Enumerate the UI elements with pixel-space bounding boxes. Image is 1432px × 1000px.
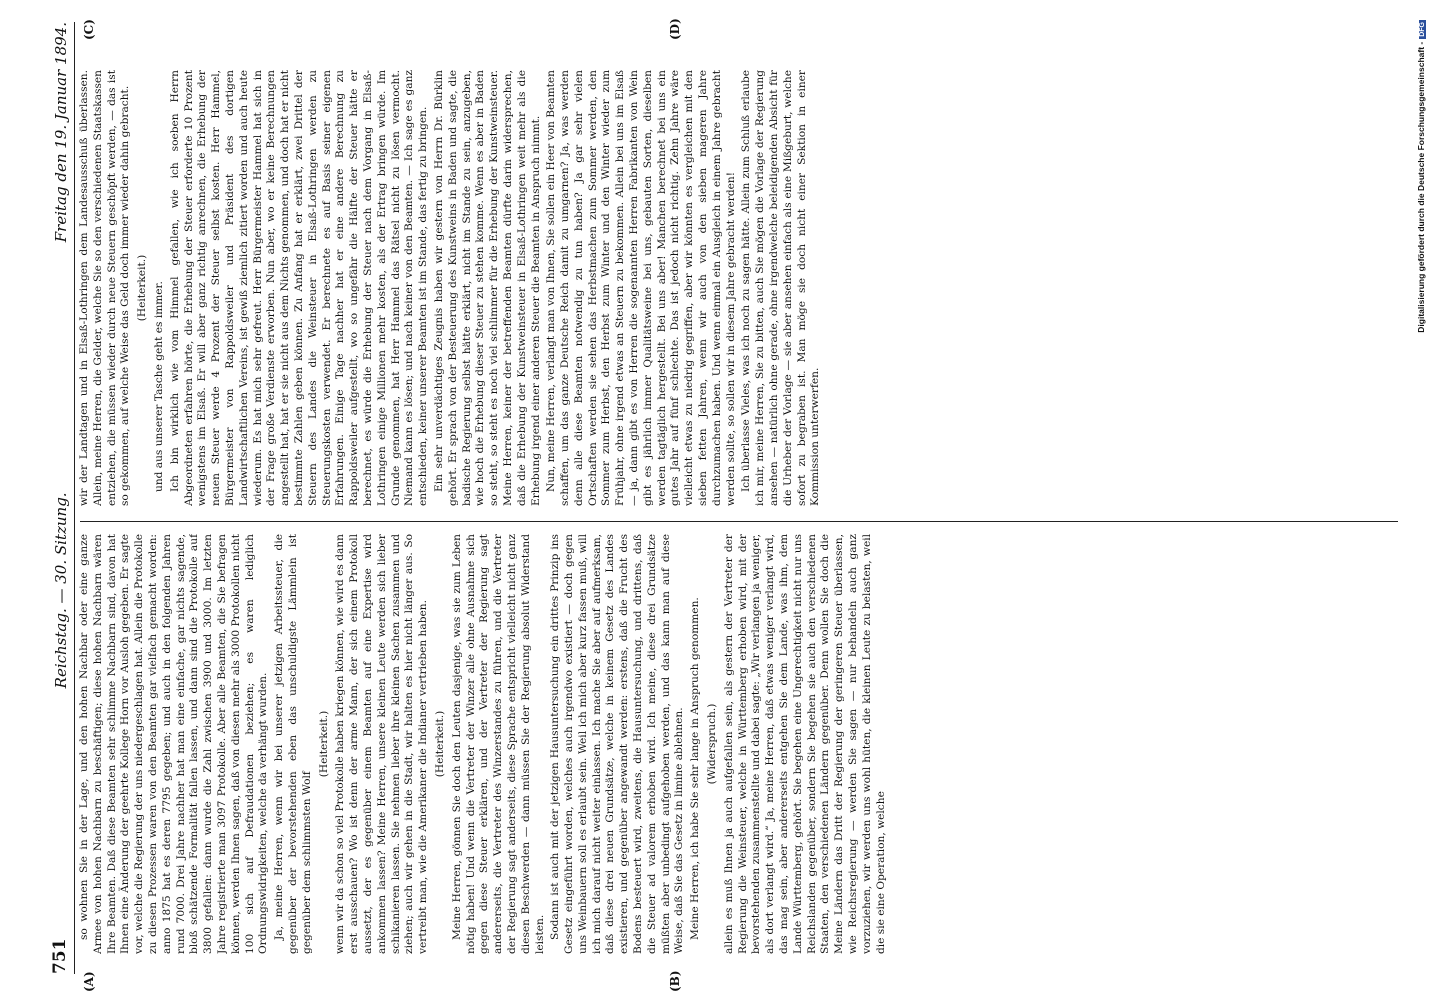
date-title: Freitag den 19. Januar 1894.: [52, 22, 70, 243]
paragraph: und aus unserer Tasche geht es immer.: [152, 281, 165, 492]
paragraph: Meine Herren, ich habe Sie sehr lange in Anspruch genommen.: [689, 597, 702, 940]
page-header: [34, 22, 75, 974]
interjection: (Heiterkeit.): [317, 710, 330, 778]
session-title: Reichstag. — 30. Sitzung.: [52, 492, 70, 689]
interjection: (Widerspruch.): [706, 703, 719, 785]
paragraph: Ich überlasse Vieles, was ich noch zu sagen hätte. Allein zum Schluß erlaube ich mir, meine Herren, Sie zu bitten, auch Sie mögen die Vorlage der Regierung ansehen — natürlich ohne gerade, ohne irgendwelche beleidigenden Absicht für die Urheber der Vorlage — sie aber ansehen einfach als eine Mißgeburt, welche sofort zu begraben ist. Man möge sie doch nicht einer Sektion in einer Kommission unterwerfen.: [740, 70, 822, 506]
left-column: [78, 534, 1402, 954]
interjection: (Heiterkeit.): [136, 254, 149, 322]
dfg-logo: DFG: [1419, 22, 1426, 37]
interjection: (Heiterkeit.): [433, 710, 446, 778]
paragraph: Ja, meine Herren, wenn wir bei unserer jetzigen Arbeitssteuer, die gegenüber der bevorstehenden eben das unschuldigste Lämmlein ist gegenüber dem schlimmsten Wolf: [273, 534, 313, 954]
margin-label-c: (C): [82, 19, 96, 40]
paragraph: Sodann ist auch mit der jetzigen Hausuntersuchung ein drittes Prinzip ins Gesetz eingeführt worden, welches auch irgendwo existiert — doch gegen uns Weinbauern soll es erlaubt sein. Weil ich mich aber kurz fassen muß, will ich mich darauf nicht weiter einlassen. Ich mache Sie aber auf aufmerksam, daß diese drei neuen Grundsätze, welche in keinem Gesetz des Landes existieren, und gegenüber angewandt werden: erstens, daß die Frucht des Bodens besteuert wird, zweitens, die Hausuntersuchung, und drittens, daß die Steuer ad valorem erhoben wird. Ich meine, diese drei Grundsätze müßten aber unbedingt aufgehoben werden, und das kann man auf diese Weise, daß Sie das Gesetz in limine ablehnen.: [549, 534, 686, 954]
paragraph: allein es muß Ihnen ja auch aufgefallen sein, als gestern der Vertreter der Regierung die Weinsteuer, welche in Württemberg erhoben wird, mit der bevorstehenden zusammenstellte und dabei sagte: „Wir verlangen ja weniger, als dort verlangt wird.“ Ja, meine Herren, daß etwas weniger verlangt wird, das mag sein, aber andererseits entgehen Sie dem Lande, was ihm, dem Lande Württemberg, gehört. Sie begehen eine Ungerechtigkeit nicht nur uns Reichslanden gegenüber, sondern Sie begehen sie auch den verschiedenen Staaten, den verschiedenen Ländern gegenüber. Denn wollen Sie doch die Meine Ländern das Dritt der Regierung der geringeren Steuer überlassen, wie Reichsregierung — werden Sie sagen — nur behandeln auch ganz vorzuziehen, wir werden uns wohl hüten, die kleinen Leute zu belasten, weil die sie eine Operation, welche: [722, 534, 887, 954]
credit-text: Digitalisierung gefördert durch die Deutsche Forschungsgemeinschaft -: [1416, 41, 1426, 333]
margin-label-a: (A): [82, 971, 96, 992]
paragraph: Meine Herren, gönnen Sie doch den Leuten dasjenige, was sie zum Leben nötig haben! Und wenn die Vertreter der Winzer alle ohne Ausnahme sich gegen diese Steuer erklären, und der Vertreter der Regierung sagt andererseits, die Vertreter des Winzerstandes zu führen, und die Vertreter der Regierung sagt anderseits, diese Sprache entspricht vielleicht nicht ganz diesen Beschwerden — dann müssen Sie der Regierung absolut Widerstand leisten.: [450, 534, 546, 954]
paragraph: wenn wir da schon so viel Protokolle haben kriegen können, wie wird es dann erst ausschauen? Wo ist denn der arme Mann, der sich einem Protokoll aussetzt, der es gegenüber einem Beamten auf eine Expertise wird ankommen lassen? Meine Herren, unsere kleinen Leute werden sich lieber schikanieren lassen. Sie nehmen lieber ihre kleinen Sachen zusammen und ziehen; auch wir gehen in die Stadt, wir halten es hier nicht länger aus. So vertreibt man, wie die Amerikaner die Indianer vertrieben haben.: [334, 534, 430, 954]
margin-label-b: (B): [668, 970, 682, 992]
paragraph: Ein sehr unverdächtiges Zeugnis haben wir gestern von Herrn Dr. Bürklin gehört. Er sprach von der Besteuerung des Kunstweins in Baden und sagte, die badische Regierung selbst hätte erklärt, nicht im Stande zu sein, anzugeben, wie hoch die Erhebung dieser Steuer zu stehen komme. Wenn es aber in Baden so steht, so steht es noch viel schlimmer für die Erhebung der Kunstweinsteuer. Meine Herren, keiner der betreffenden Beamten dürfte darin widersprechen, daß die Erhebung der Kunstweinsteuer in Elsaß-Lothringen weit mehr als die Erhebung irgend einer anderen Steuer die Beamten in Anspruch nimmt.: [432, 70, 542, 506]
column-divider: [80, 521, 1398, 522]
margin-label-d: (D): [668, 18, 682, 40]
paragraph: so wohnen Sie in der Lage, und den hohen Nachbar oder eine ganze Armee von hohen Nachbarn zu beschäftigen; diese hohen Nachbarn wären Ihre Beamten. Daß diese Beamten sehr schlimme Nachbarn sind, davon hat Ihnen eine Änderung der geehrte Kollege Horn vor Ausloh gegeben. Er sagte vor, welche die Regierung der uns niedergeschlagen hat. Allein die Protokolle zu diesen Prozessen waren von den Beamten gar vielfach gemacht worden: anno 1875 hat es deren 7795 gegeben; und auch in den folgenden Jahren rund 7000. Drei Jahre nachher hat man eine einfache, gar nichts sagende, bloß schätzende Formalität fallen lassen, und dann sind die Protokolle auf 3800 gefallen: dann wurde die Zahl zwischen 3900 und 3000. Im letzten Jahre registrierte man 3097 Protokolle. Aber alle Beamten, die Sie befragen können, werden Ihnen sagen, daß von diesen mehr als 3000 Protokollen nicht 100 sich auf Defraudationen beziehen; es waren lediglich Ordnungswidrigkeiten, welche da verhängt wurden.: [78, 534, 270, 954]
paragraph: Nun, meine Herren, verlangt man von Ihnen, Sie sollen ein Heer von Beamten schaffen, um das ganze Deutsche Reich damit zu umgarnen? Ja, was werden denn alle diese Beamten notwendig zu tun haben? Ja gar sehr vielen Ortschaften werden sie sehen das Herbstmachen zum Sommer werden, den Sommer zum Herbst, den Herbst zum Winter und den Winter wieder zum Frühjahr, ohne irgend etwas an Steuern zu bekommen. Allein bei uns im Elsaß — ja, dann gibt es von Herren die sogenannten Herren Fabrikanten von Wein gibt es jährlich immer Qualitätsweine bei uns, gebauten Sorten, dieselben werden tagtäglich hergestellt. Bei uns aber! Manchen berechnet bei uns ein gutes Jahr auf fünf schlechte. Das ist jedoch nicht richtig. Zehn Jahre wäre vielleicht etwas zu niedrig gegriffen, aber wir könnten es vergleichen mit den sieben fetten Jahren, wenn wir auch von den sieben mageren Jahre durchzumachen haben. Und wenn einmal ein Ausgleich in einem Jahre gebracht werden sollte, so sollen wir in diesem Jahre gebracht werden!: [545, 70, 737, 506]
paragraph: wir der Landtagen und in Elsaß-Lothringen dem Landesausschuß überlassen. Allein, meine Herren, die Gelder, welche Sie so den verschiedenen Staatskassen entziehen, die müssen wieder durch neue Steuern geschöpft werden, — das ist so gekommen, auf welche Weise das Geld doch immer wieder dahin gebracht.: [78, 70, 132, 506]
digitization-credit: [1416, 20, 1426, 460]
paragraph: Ich bin wirklich wie vom Himmel gefallen, wie ich soeben Herrn Abgeordneten erfahren hörte, die Erhebung der Steuer erforderte 10 Prozent wenigstens im Elsaß. Er will aber ganz richtig anrechnen, die Erhebung der neuen Steuer werde 4 Prozent der Steuer selbst kosten. Herr Hammel, Bürgermeister von Rappoldsweiler und Präsident des dortigen Landwirtschaftlichen Vereins, ist gewiß ziemlich zitiert worden und auch heute wiederum. Es hat mich sehr gefreut. Herr Bürgermeister Hammel hat sich in der Frage große Verdienste erworben. Nun aber, wo er keine Berechnungen angestellt hat, hat er sie nicht aus dem Nichts genommen, und doch hat er nicht bestimmte Zahlen geben können. Zu Anfang hat er erklärt, zwei Drittel der Steuern des Landes die Weinsteuer in Elsaß-Lothringen werden zu Steuerungskosten verwendet. Er berechnete es auf Basis seiner eigenen Erfahrungen. Einige Tage nachher hat er eine andere Berechnung zu Rappoldsweiler aufgestellt, wo so ungefähr die Hälfte der Steuer hätte er berechnet, es würde die Erhebung der Steuer nach dem Vorgang in Elsaß-Lothringen einige Millionen mehr kosten, als der Ertrag bringen würde. Im Grunde genommen, hat Herr Hammel das Rätsel nicht zu lösen vermocht. Niemand kann es lösen; und nach keiner von den Beamten. — Ich sage es ganz entschieden, keiner unserer Beamten ist im Stande, das fertig zu bringen.: [168, 70, 430, 506]
page-number: 751: [50, 938, 70, 974]
right-column: [78, 70, 1402, 506]
